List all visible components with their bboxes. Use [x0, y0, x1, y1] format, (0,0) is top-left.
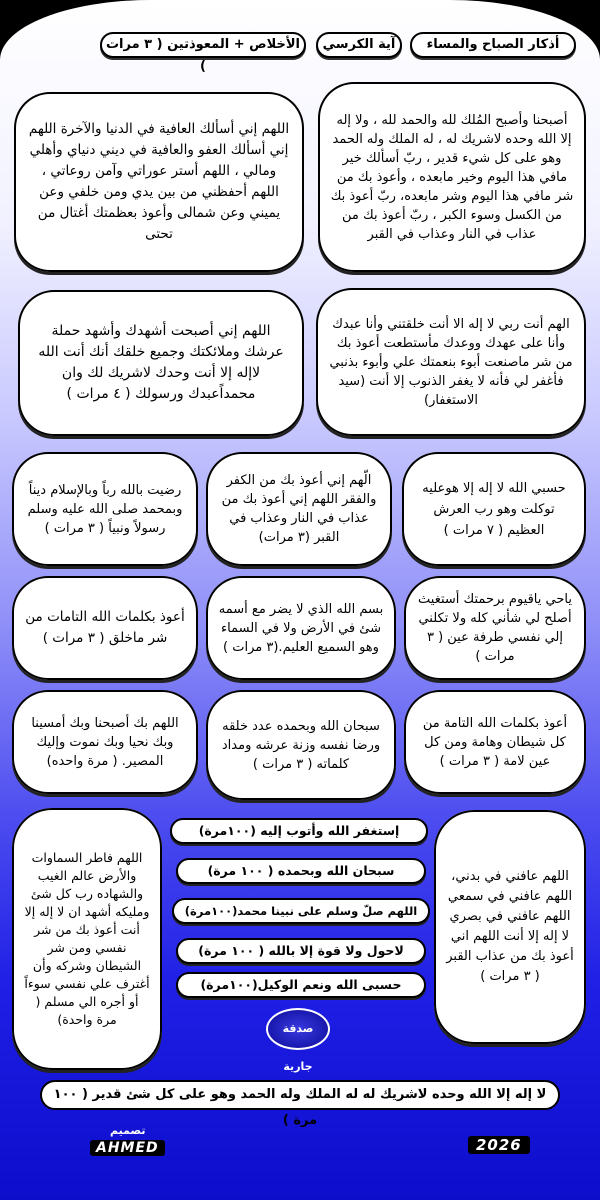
card-ashhaduk: اللهم إني أصبحت أشهدك وأشهد حملة عرشك وملائكتك وجميع خلقك أنك أنت الله لاإله إلا أنت وحدك لاشريك لك وان محمداًعبدك ورسولك ( ٤ مرات ) — [18, 290, 304, 436]
card-raditu: رضيت بالله رباً وبالإسلام ديناً وبمحمد صلى الله عليه وسلم رسولاً ونبياً ( ٣ مرات ) — [12, 452, 198, 566]
card-afini: اللهم عافني في بدني، اللهم عافني في سمعي اللهم عافني في بصري لا إله إلا أنت اللهم اني أعوذ بك من عذاب القبر ( ٣ مرات ) — [434, 810, 586, 1044]
footer-tahlil-bar: لا إله إلا الله وحده لاشريك له له الملك وله الحمد وهو على كل شئ قدير ( ١٠٠ مرة ) — [40, 1080, 560, 1110]
header-ayat-kursi[interactable]: آية الكرسي — [316, 32, 402, 58]
card-afiya-dua: اللهم إني أسألك العافية في الدنيا والآخرة اللهم إني أسألك العفو والعافية في ديني دنياي وأهلي ومالي ، اللهم أستر عوراتي وآمن روعاتي ، اللهم أحفظني من بين يدي ومن خلفي وعن يميني وعن شمالى وأعوذ بعظمتك أغتال من تحتى — [14, 92, 304, 272]
card-ya-hayyu: ياحي ياقيوم برحمتك أستغيث أصلح لي شأني كله ولا تكلني إلي نفسي طرفة عين ( ٣ مرات ) — [404, 576, 586, 680]
year-label: 2026 — [468, 1136, 530, 1154]
card-hasbiyallah: حسبي الله لا إله إلا هوعليه توكلت وهو رب العرش العظيم ( ٧ مرات ) — [402, 452, 586, 566]
card-subhanallah-adad: سبحان الله وبحمده عدد خلقه ورضا نفسه وزنة عرشه ومداد كلماته ( ٣ مرات ) — [206, 690, 396, 800]
sadaqa-stamp-logo: صدقة جارية — [266, 1008, 330, 1050]
bar-hawqala: لاحول ولا قوة إلا بالله ( ١٠٠ مرة) — [176, 938, 426, 964]
designer-name: AHMED — [90, 1140, 165, 1156]
design-label: تصميم — [110, 1124, 146, 1137]
header-morning-evening[interactable]: أذكار الصباح والمساء — [410, 32, 576, 58]
bar-istighfar: إستغفر الله وأتوب إليه (١٠٠مرة) — [170, 818, 428, 844]
card-morning-remembrance: أصبحنا وأصبح المُلك لله والحمد لله ، ولا إله إلا الله وحده لاشريك له ، له الملك وله الحمد وهو على كل شيء قدير ، ربّ أسألك خير مافي هذا اليوم وخير مابعده ، وأعوذ بك من شر مافي هذا اليوم وشر مابعده، ربّ أعوذ بك من الكسل وسوء الكبر ، ربّ أعوذ بك من عذاب في النار وعذاب في القبر — [318, 82, 586, 272]
card-bika-asbahna: اللهم بك أصبحنا وبك أمسينا وبك نحيا وبك نموت وإليك المصير. ( مرة واحده) — [12, 690, 198, 794]
card-kalimat-tammat: أعوذ بكلمات الله التامات من شر ماخلق ( ٣ مرات ) — [12, 576, 198, 680]
bar-subhanallah: سبحان الله وبحمده ( ١٠٠ مرة) — [176, 858, 426, 884]
card-bismillah: بسم الله الذي لا يضر مع أسمه شئ في الأرض ولا في السماء وهو السميع العليم.(٣ مرات ) — [206, 576, 396, 680]
header-ikhlas[interactable]: الأخلاص + المعوذتين ( ٣ مرات ) — [100, 32, 306, 58]
card-sayyid-istighfar: الهم أنت ربي لا إله الا أنت خلقتني وأنا عبدك وأنا على عهدك ووعدك مأستطعت أعوذ بك من شر ماصنعت أبوء بنعمتك علي وأبوء بذنبي فأغفر لي فأنه لا يغفر الذنوب إلا أنت (سيد الاستغفار) — [316, 288, 586, 436]
bar-salawat: اللهم صلّ وسلم على نبينا محمد(١٠٠مرة) — [172, 898, 430, 924]
card-kalimat-tamma: أعوذ بكلمات الله التامة من كل شيطان وهامة ومن كل عين لامة ( ٣ مرات ) — [404, 690, 586, 794]
card-fatir: اللهم فاطر السماوات والأرض عالم الغيب والشهاده رب كل شئ ومليكه أشهد ان لا إله إلا أنت أعوذ بك من شر نفسي ومن شر الشيطان وشركه وأن أغترف علي نفسي سوءاً أو أجره الي مسلم ( مرة واحدة) — [12, 808, 162, 1070]
card-kufr-faqr: الّهم إني أعوذ بك من الكفر والفقر اللهم إني أعوذ بك من عذاب في النار وعذاب في القبر (٣ مرات) — [206, 452, 392, 566]
bar-hasbunallah: حسبى الله ونعم الوكيل(١٠٠مرة) — [176, 972, 426, 998]
